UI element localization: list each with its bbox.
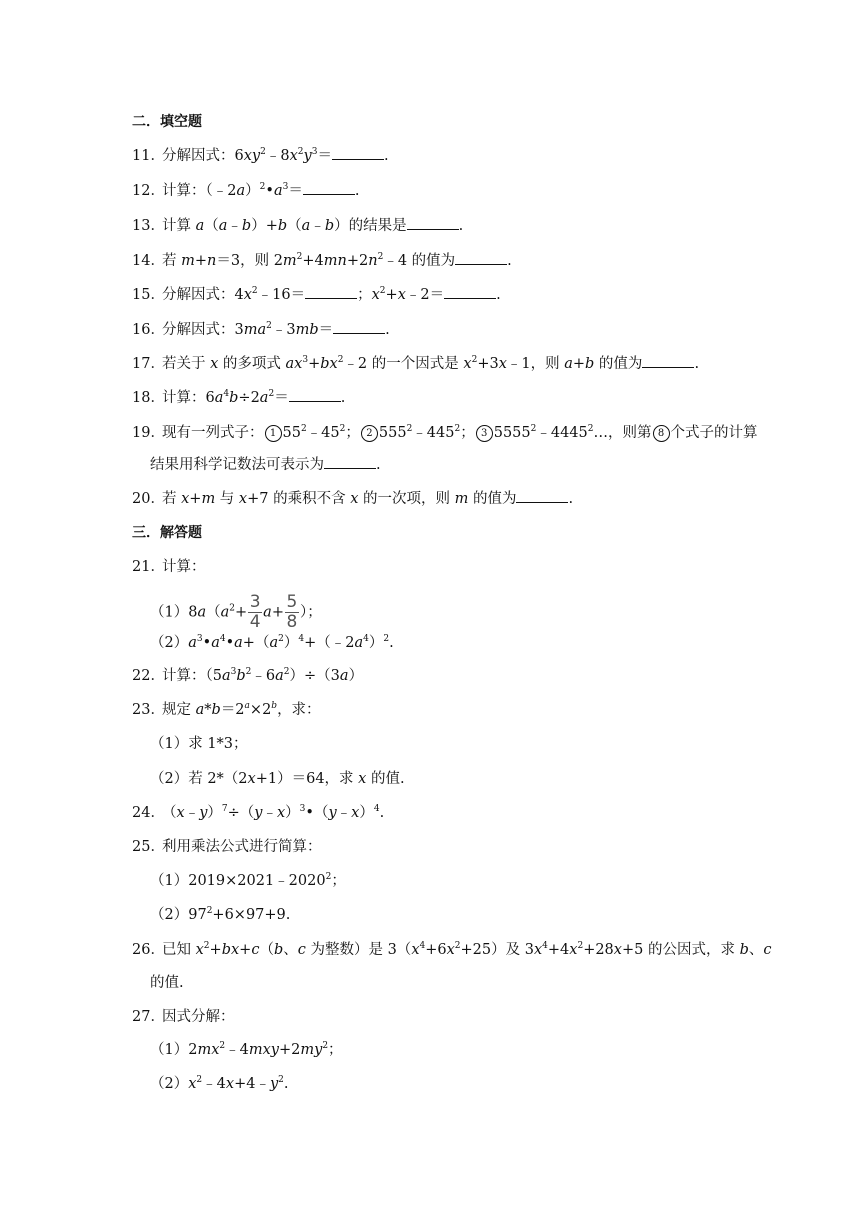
question-number: 27．	[132, 1009, 165, 1025]
answer-blank[interactable]	[289, 389, 341, 402]
question-21-part-1: $(1)8a(a^2+$ $\frac{3}{4}$ a+ $\frac{5}{8}$ ）；	[150, 592, 322, 632]
question-20: 20．若 x+m 与 x+7 的乘积不含 x 的一次项，则 m 的值为 .	[132, 491, 574, 507]
question-number: 24．	[132, 805, 165, 821]
question-26-continued: 的值.	[150, 975, 184, 991]
question-12: 12．计算：$(﹣2a)^2•a^3=$ .	[132, 182, 360, 199]
question-19: 19．现有一列式子： 1 $55^2﹣45^2$； 2 $555^2﹣445^2$； 3 5555$^2$﹣4445$^2$…，则第 8 个式子的计算	[132, 424, 758, 441]
section-heading-fill-in: 二．填空题	[132, 114, 202, 130]
question-23-part-2: （2）若 2*（2x+1）＝64，求 x 的值.	[150, 771, 405, 787]
question-number: 17．	[132, 356, 165, 372]
question-number: 25．	[132, 839, 165, 855]
question-16: 16．分解因式：$3ma^2﹣3mb=$ .	[132, 321, 390, 338]
answer-blank[interactable]	[333, 321, 385, 334]
question-11: 11．分解因式：$6xy^2﹣8x^2y^3=$ .	[132, 147, 389, 164]
question-25-part-2: $(2)97^2+6\times 97+9$.	[150, 906, 291, 923]
answer-blank[interactable]	[516, 490, 568, 503]
question-26: 26．已知 $x^2+bx+c(b$、c 为整数）是 $3(x^4+6x^2+25)$及 $3x^4+4x^2+28x+5$ 的公因式，求 b、c	[132, 941, 772, 958]
question-number: 19．	[132, 425, 165, 441]
question-27-part-1: $(1)2mx^2﹣4mxy+2my^2$；	[150, 1041, 343, 1058]
question-number: 23．	[132, 702, 165, 718]
question-22: 22．计算：$(5a^3b^2﹣6a^2)\div(3a)$	[132, 667, 364, 684]
question-27: 27．因式分解：	[132, 1009, 235, 1025]
answer-blank[interactable]	[305, 286, 357, 299]
answer-blank[interactable]	[642, 355, 694, 368]
question-21-part-2: $(2)a^3•a^4•a+(a^2)^4+(﹣2a^4)^2$.	[150, 634, 394, 651]
question-23: 23．规定 $a*b=2^a\times 2^b$，求：	[132, 701, 321, 718]
question-25: 25．利用乘法公式进行简算：	[132, 839, 322, 855]
question-number: 18．	[132, 390, 165, 406]
section-heading-answer: 三．解答题	[132, 525, 202, 541]
answer-blank[interactable]	[407, 217, 459, 230]
answer-blank[interactable]	[455, 252, 507, 265]
question-17: 17．若关于 x 的多项式 $ax^3+bx^2﹣2$ 的一个因式是 $x^2+3x﹣1$，则 a+b 的值为 .	[132, 355, 700, 372]
fraction-5-8: $\frac{5}{8}$	[286, 592, 298, 632]
question-15: 15．分解因式：$4x^2﹣16=$ ；$x^2+x﹣2=$ .	[132, 286, 501, 303]
question-18: 18．计算：$6a^4b\div 2a^2=$ .	[132, 389, 346, 406]
question-25-part-1: $(1)2019\times 2021﹣2020^2$；	[150, 872, 346, 889]
question-number: 14．	[132, 253, 165, 269]
fraction-3-4: $\frac{3}{4}$	[249, 592, 261, 632]
question-number: 16．	[132, 322, 165, 338]
question-number: 21．	[132, 559, 165, 575]
question-23-part-1: （1）求 1*3；	[150, 736, 248, 752]
answer-blank[interactable]	[303, 182, 355, 195]
question-number: 20．	[132, 491, 165, 507]
question-number: 11．	[132, 148, 165, 164]
question-27-part-2: $(2)x^2﹣4x+4﹣y^2$.	[150, 1075, 289, 1092]
question-number: 13．	[132, 218, 165, 234]
question-24: 24．（x﹣y）$^7$÷（y﹣x）$^3$•（y﹣x）$^4$.	[132, 804, 385, 821]
question-13: 13．计算 a（a﹣b）+b（a﹣b）的结果是 .	[132, 218, 464, 234]
answer-blank[interactable]	[444, 286, 496, 299]
question-19-continued: 结果用科学记数法可表示为 .	[150, 457, 381, 473]
question-number: 15．	[132, 287, 165, 303]
question-number: 26．	[132, 942, 165, 958]
question-number: 22．	[132, 668, 165, 684]
question-14: 14．若 m+n＝3，则 $2m^2+4mn+2n^2﹣4$ 的值为 .	[132, 252, 512, 269]
question-21: 21．计算：	[132, 559, 206, 575]
answer-blank[interactable]	[324, 456, 376, 469]
question-number: 12．	[132, 183, 165, 199]
answer-blank[interactable]	[332, 147, 384, 160]
